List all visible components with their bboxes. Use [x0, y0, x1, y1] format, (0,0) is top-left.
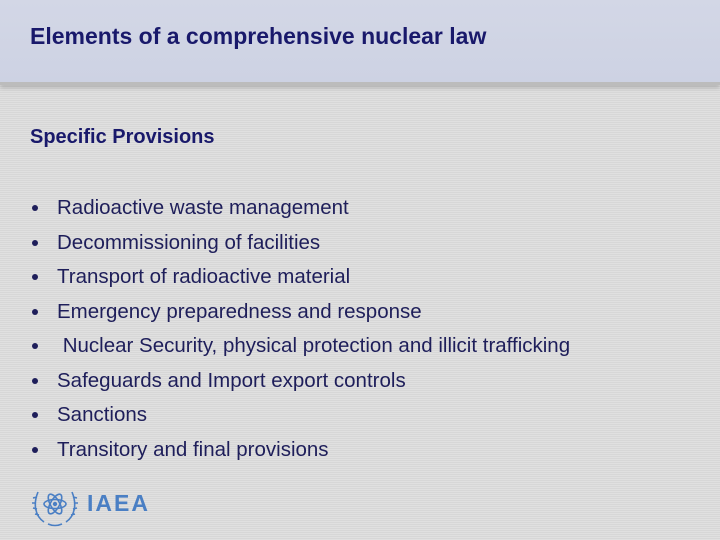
slide-title: Elements of a comprehensive nuclear law: [30, 23, 487, 49]
section-subtitle: Specific Provisions: [30, 126, 215, 148]
list-item-text: Emergency preparedness and response: [57, 299, 422, 323]
list-item-text: Radioactive waste management: [57, 196, 349, 219]
bullet-icon: [32, 240, 38, 246]
list-item-text: Nuclear Security, physical protection and illicit trafficking: [57, 334, 571, 357]
bullet-icon: [32, 274, 38, 280]
bullet-icon: [32, 412, 38, 418]
bullet-icon: [32, 205, 38, 211]
list-item-text: Decommissioning of facilities: [57, 230, 321, 254]
list-item-text: Sanctions: [57, 403, 148, 426]
iaea-wordmark: IAEA: [87, 490, 150, 516]
bullet-icon: [32, 343, 38, 349]
bullet-icon: [32, 309, 38, 315]
bullet-icon: [32, 447, 38, 453]
iaea-logo: [30, 482, 160, 528]
list-item-text: Safeguards and Import export controls: [57, 368, 406, 392]
list-item-text: Transport of radioactive material: [57, 265, 351, 288]
bullet-icon: [32, 378, 38, 384]
iaea-emblem-icon: [30, 482, 80, 528]
title-band: [0, 0, 720, 85]
list-item-text: Transitory and final provisions: [57, 437, 329, 461]
